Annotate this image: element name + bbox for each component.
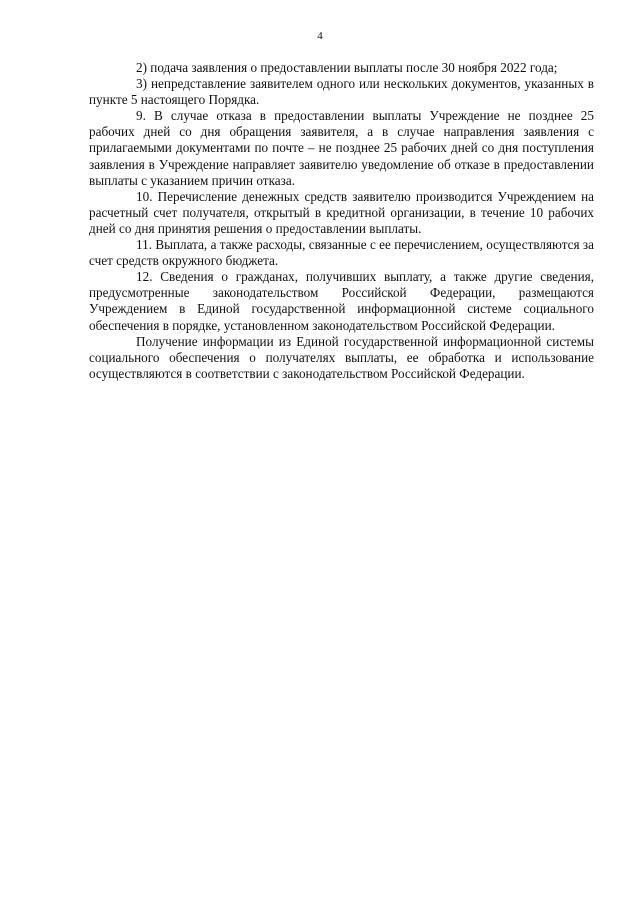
paragraph-information-use: Получение информации из Единой государственной информационной системы социального обеспечения о получателях выплаты, ее обработка и использование осуществляются в соответствии с законодательством Российской Федерации. xyxy=(89,333,594,381)
paragraph-clause-9: 9. В случае отказа в предоставлении выплаты Учреждение не позднее 25 рабочих дней со дня обращения заявителя, а в случае направления заявления с прилагаемыми документами по почте – не позднее 25 рабочих дней со дня поступления заявления в Учреждение направляет заявителю уведомление об отказе в предоставлении выплаты с указанием причин отказа. xyxy=(89,108,594,188)
paragraph-clause-11: 11. Выплата, а также расходы, связанные с ее перечислением, осуществляются за счет средств окружного бюджета. xyxy=(89,237,594,269)
page-number: 4 xyxy=(317,30,323,42)
paragraph-item-2: 2) подача заявления о предоставлении выплаты после 30 ноября 2022 года; xyxy=(136,60,558,75)
paragraph-clause-12: 12. Сведения о гражданах, получивших выплату, а также другие сведения, предусмотренные законодательством Российской Федерации, размещаются Учреждением в Единой государственной информационной системе социального обеспечения в порядке, установленном законодательством Российской Федерации. xyxy=(89,269,594,333)
document-body xyxy=(89,60,594,382)
paragraph-clause-10: 10. Перечисление денежных средств заявителю производится Учреждением на расчетный счет получателя, открытый в кредитной организации, в течение 10 рабочих дней со дня принятия решения о предоставлении выплаты. xyxy=(89,188,594,236)
paragraph-item-3: 3) непредставление заявителем одного или нескольких документов, указанных в пункте 5 настоящего Порядка. xyxy=(89,76,594,108)
